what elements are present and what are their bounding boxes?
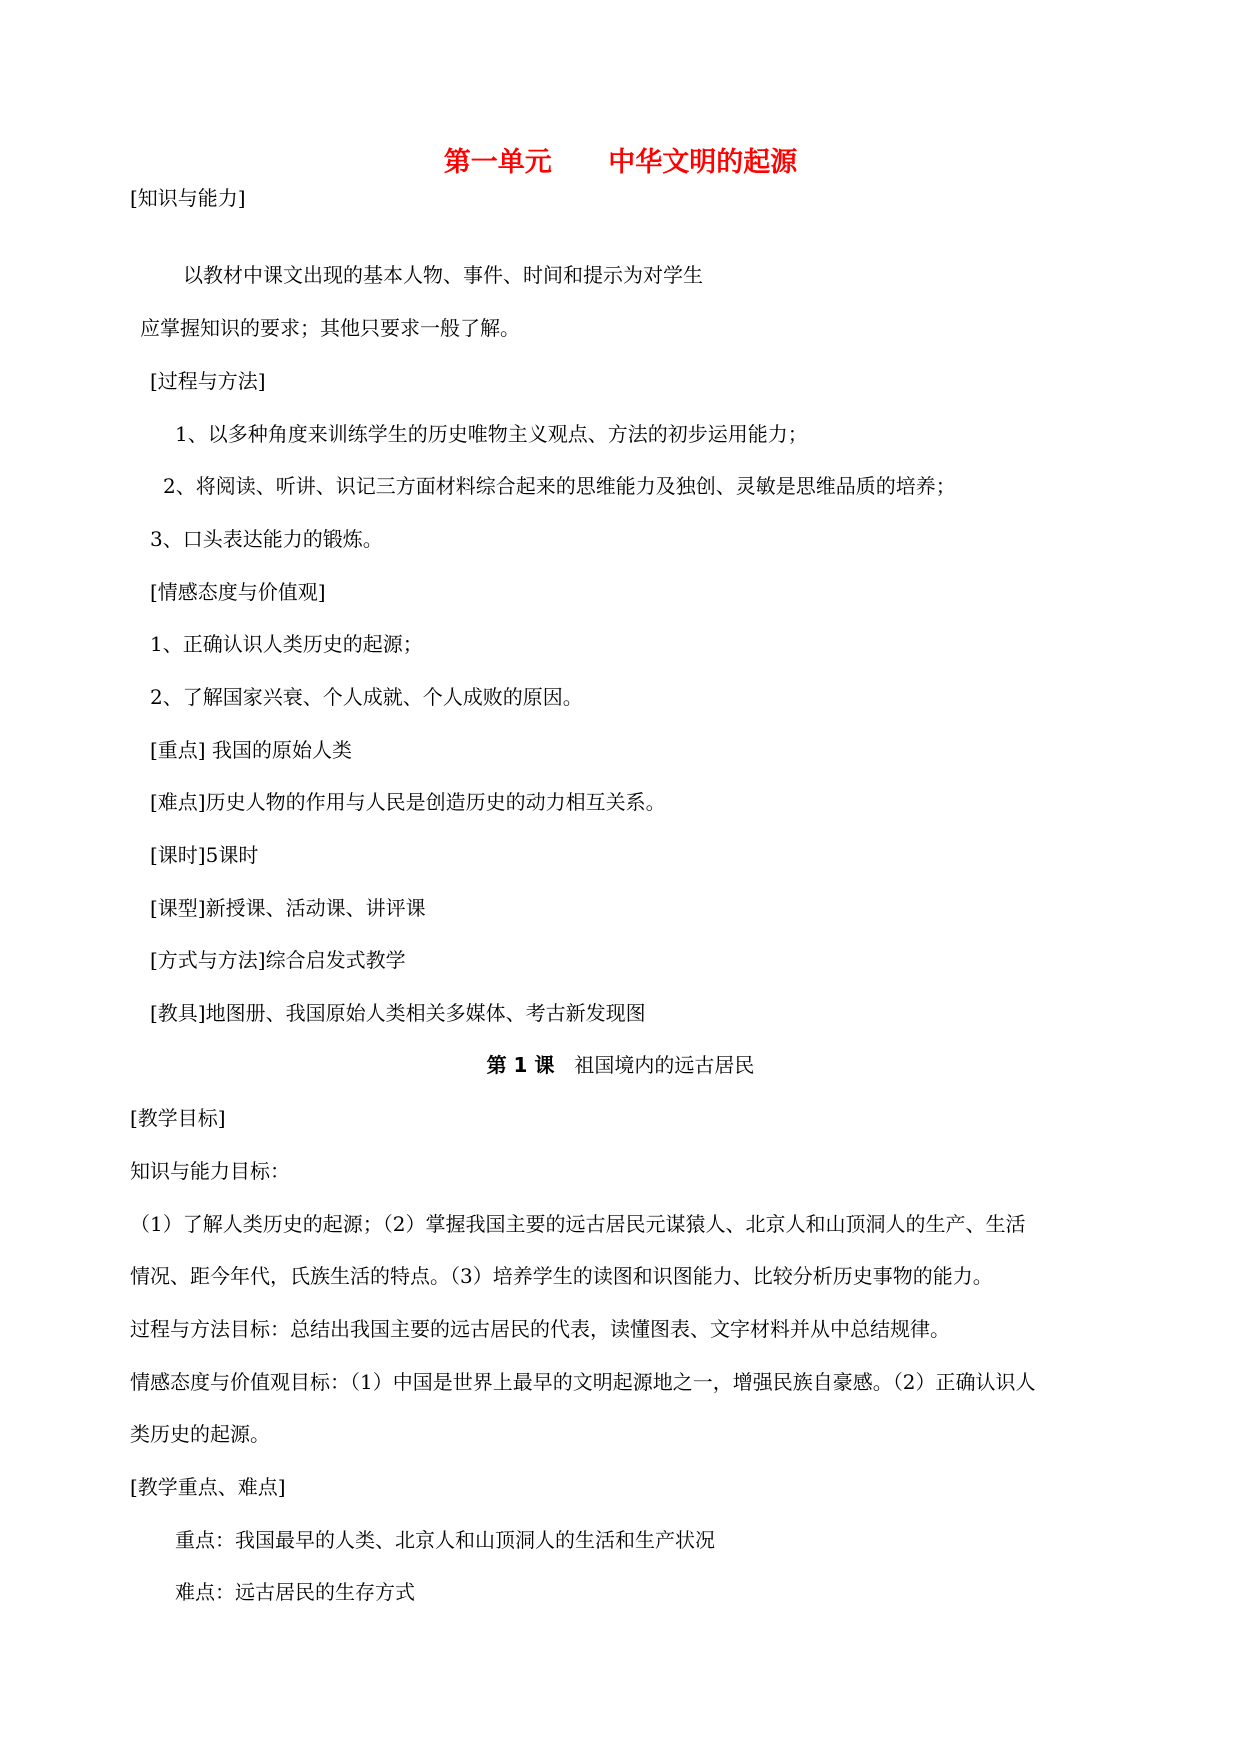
text-line: 以教材中课文出现的基本人物、事件、时间和提示为对学生 [183, 263, 703, 287]
class-type-line: [课型]新授课、活动课、讲评课 [150, 896, 426, 920]
list-item: 2、将阅读、听讲、识记三方面材料综合起来的思维能力及独创、灵敏是思维品质的培养； [163, 474, 956, 498]
heading-key-difficult-points: [教学重点、难点] [130, 1475, 286, 1499]
text-line: 应掌握知识的要求；其他只要求一般了解。 [140, 316, 520, 340]
class-hours-line: [课时]5课时 [150, 843, 259, 867]
text-line: （1）了解人类历史的起源；（2）掌握我国主要的远古居民元谋猿人、北京人和山顶洞人的生产、生活 [130, 1212, 1026, 1236]
heading-knowledge-ability: [知识与能力] [130, 186, 246, 210]
text-line: 知识与能力目标： [130, 1159, 290, 1183]
lesson-name: 祖国境内的远古居民 [574, 1053, 755, 1077]
heading-process-method: [过程与方法] [150, 369, 266, 393]
heading-emotion-values: [情感态度与价值观] [150, 580, 326, 604]
text-line: 类历史的起源。 [130, 1422, 270, 1446]
teaching-aids-line: [教具]地图册、我国原始人类相关多媒体、考古新发现图 [150, 1001, 646, 1025]
heading-teaching-goals: [教学目标] [130, 1106, 226, 1130]
method-line: [方式与方法]综合启发式教学 [150, 948, 406, 972]
lesson-title [0, 1052, 1241, 1078]
list-item: 2、了解国家兴衰、个人成就、个人成败的原因。 [150, 685, 583, 709]
key-point-line: [重点] 我国的原始人类 [150, 738, 352, 762]
text-line: 过程与方法目标：总结出我国主要的远古居民的代表，读懂图表、文字材料并从中总结规律。 [130, 1317, 950, 1341]
difficulty-line: 难点：远古居民的生存方式 [175, 1580, 415, 1604]
text-line: 情感态度与价值观目标：（1）中国是世界上最早的文明起源地之一，增强民族自豪感。（2）正确认识人 [130, 1370, 1036, 1394]
list-item: 3、口头表达能力的锻炼。 [150, 527, 383, 551]
key-point-line: 重点：我国最早的人类、北京人和山顶洞人的生活和生产状况 [175, 1528, 715, 1552]
list-item: 1、以多种角度来训练学生的历史唯物主义观点、方法的初步运用能力； [175, 422, 808, 446]
difficulty-line: [难点]历史人物的作用与人民是创造历史的动力相互关系。 [150, 790, 666, 814]
list-item: 1、正确认识人类历史的起源； [150, 632, 423, 656]
page-title: 第一单元 中华文明的起源 [443, 147, 798, 178]
text-line: 情况、距今年代，氏族生活的特点。（3）培养学生的读图和识图能力、比较分析历史事物的能力。 [130, 1264, 993, 1288]
lesson-number: 第 1 课 [486, 1053, 555, 1077]
